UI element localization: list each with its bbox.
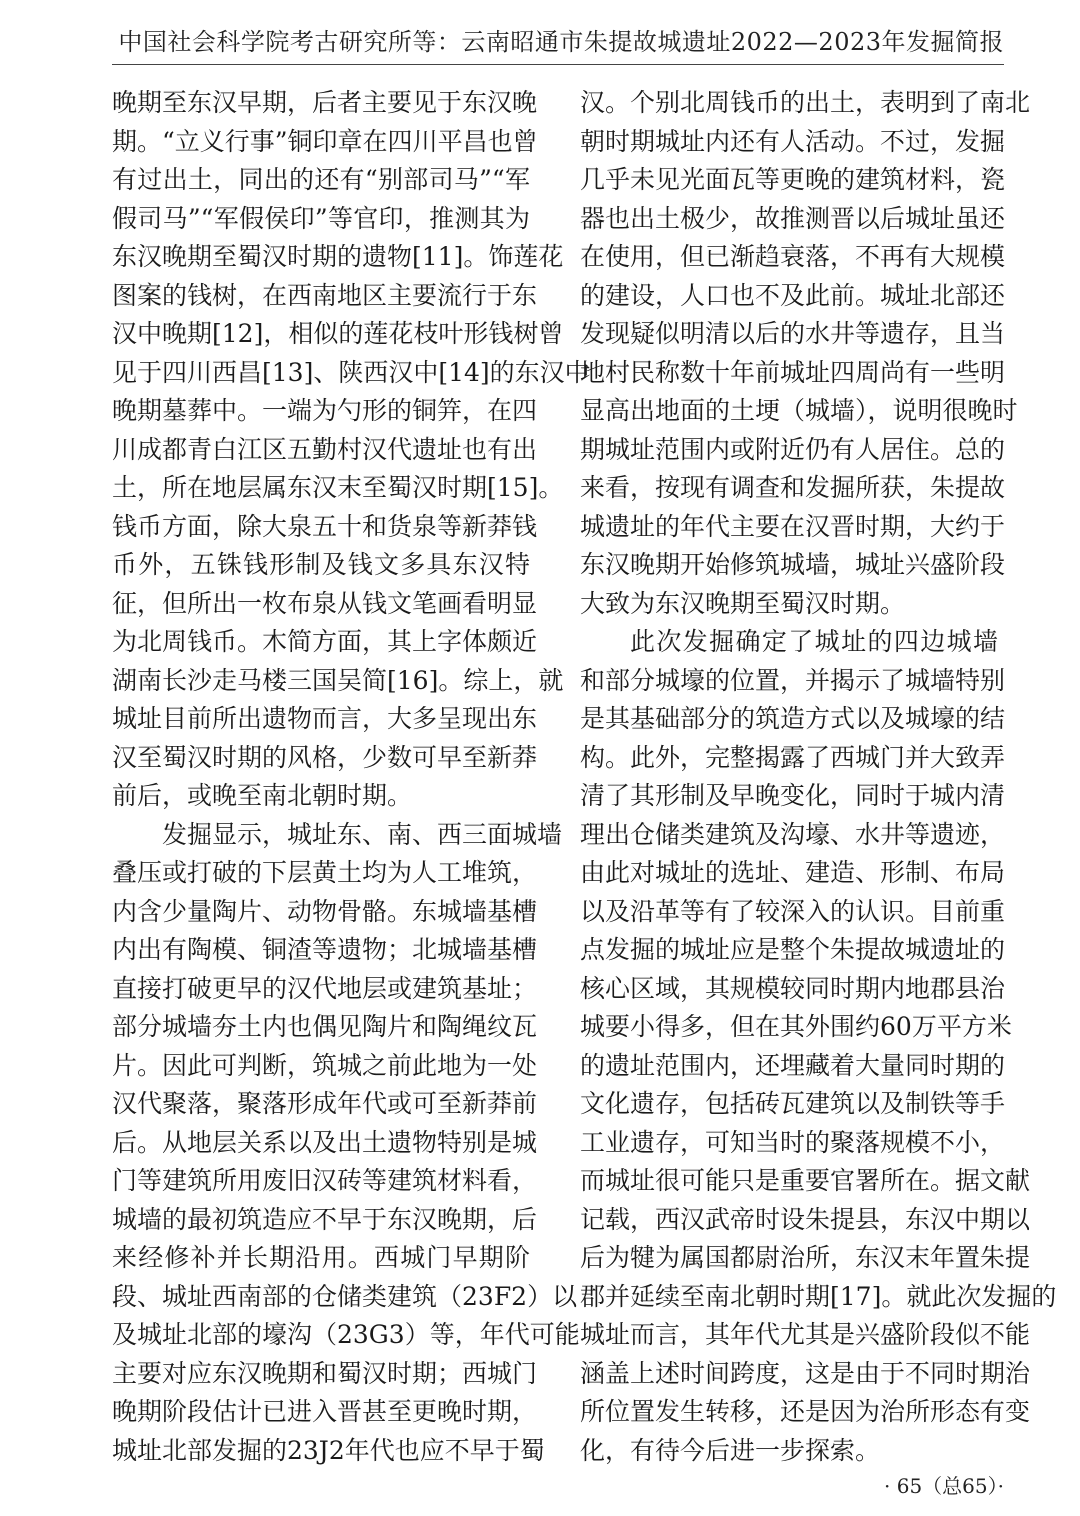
- text-line: 以及沿革等有了较深入的认识。目前重: [580, 896, 1006, 926]
- text-line: 东汉晚期至蜀汉时期的遗物[11]。饰莲花: [112, 242, 564, 271]
- page-number: · 65（总65）·: [884, 1474, 1004, 1498]
- text-line: 在使用，但已渐趋衰落，不再有大规模: [580, 242, 1006, 271]
- text-line: 段、城址西南部的仓储类建筑（23F2）以: [112, 1281, 578, 1311]
- text-line: 后。从地层关系以及出土遗物特别是城: [112, 1127, 538, 1157]
- text-line: 点发掘的城址应是整个朱提故城遗址的: [580, 935, 1006, 964]
- text-line: 有过出土，同出的还有“别部司马”“军: [112, 165, 530, 194]
- text-line: 川成都青白江区五勤村汉代遗址也有出: [112, 434, 538, 464]
- text-line: 记载，西汉武帝时设朱提县，东汉中期以: [580, 1204, 1031, 1234]
- text-line: 征，但所出一枚布泉从钱文笔画看明显: [112, 588, 538, 618]
- text-line: 而城址很可能只是重要官署所在。据文献: [580, 1166, 1031, 1195]
- text-line: 土，所在地层属东汉末至蜀汉时期[15]。: [112, 473, 564, 502]
- text-line: 文化遗存，包括砖瓦建筑以及制铁等手: [580, 1089, 1006, 1118]
- text-line: 地村民称数十年前城址四周尚有一些明: [580, 357, 1006, 387]
- text-line: 的建设，人口也不及此前。城址北部还: [580, 280, 1006, 310]
- text-line: 汉代聚落，聚落形成年代或可至新莽前: [112, 1089, 538, 1118]
- text-line: 图案的钱树，在西南地区主要流行于东: [112, 280, 538, 310]
- text-line: 晚期阶段估计已进入晋甚至更晚时期，: [112, 1397, 538, 1426]
- text-line: 郡并延续至南北朝时期[17]。就此次发掘的: [580, 1281, 1057, 1311]
- text-line: 东汉晚期开始修筑城墙，城址兴盛阶段: [580, 550, 1006, 579]
- text-line: 城遗址的年代主要在汉晋时期，大约于: [580, 511, 1006, 541]
- text-line: 及城址北部的壕沟（23G3）等，年代可能: [112, 1320, 580, 1349]
- text-line: 几乎未见光面瓦等更晚的建筑材料，瓷: [580, 165, 1006, 194]
- text-line: 城址北部发掘的23J2年代也应不早于蜀: [112, 1435, 545, 1465]
- text-line: 汉至蜀汉时期的风格，少数可早至新莽: [112, 742, 538, 772]
- text-line: 内出有陶模、铜渣等遗物；北城墙基槽: [112, 935, 538, 964]
- text-line: 假司马”“军假侯印”等官印，推测其为: [112, 203, 530, 233]
- text-line: 大致为东汉晚期至蜀汉时期。: [580, 588, 906, 618]
- running-header: 中国社会科学院考古研究所等：云南昭通市朱提故城遗址2022—2023年发掘简报: [118, 28, 1004, 56]
- text-line: 城址目前所出遗物而言，大多呈现出东: [112, 704, 538, 733]
- text-line: 后为犍为属国都尉治所，东汉末年置朱提: [580, 1243, 1031, 1272]
- text-line: 汉。个别北周钱币的出土，表明到了南北: [580, 88, 1031, 117]
- text-line: 城墙的最初筑造应不早于东汉晚期，后: [112, 1204, 538, 1234]
- header-rule: [112, 64, 1004, 65]
- text-line: 清了其形制及早晚变化，同时于城内清: [580, 781, 1006, 810]
- left-text-column: [112, 84, 590, 1470]
- text-line: 直接打破更早的汉代地层或建筑基址；: [112, 973, 538, 1003]
- text-line: 是其基础部分的筑造方式以及城壕的结: [580, 704, 1006, 733]
- text-line: 币外，五铢钱形制及钱文多具东汉特: [112, 550, 530, 579]
- text-line: 显高出地面的土埂（城墙），说明很晚时: [580, 396, 1018, 425]
- right-text-column: [580, 84, 1057, 1470]
- text-line: 涵盖上述时间跨度，这是由于不同时期治: [580, 1358, 1031, 1388]
- text-line: 所位置发生转移，还是因为治所形态有变: [580, 1397, 1031, 1426]
- text-line: 期城址范围内或附近仍有人居住。总的: [580, 434, 1006, 464]
- text-line: 的遗址范围内，还埋藏着大量同时期的: [580, 1050, 1006, 1080]
- text-line: 发掘显示，城址东、南、西三面城墙: [162, 819, 563, 849]
- text-line: 由此对城址的选址、建造、形制、布局: [580, 858, 1006, 887]
- text-line: 主要对应东汉晚期和蜀汉时期；西城门: [112, 1358, 538, 1388]
- text-line: 晚期至东汉早期，后者主要见于东汉晚: [112, 88, 538, 117]
- text-line: 片。因此可判断，筑城之前此地为一处: [112, 1050, 538, 1080]
- text-line: 部分城墙夯土内也偶见陶片和陶绳纹瓦: [112, 1012, 538, 1041]
- text-line: 此次发掘确定了城址的四边城墙: [630, 627, 998, 656]
- text-line: 期。“立义行事”铜印章在四川平昌也曾: [112, 126, 538, 156]
- text-line: 湖南长沙走马楼三国吴简[16]。综上，就: [112, 665, 564, 695]
- text-line: 为北周钱币。木简方面，其上字体颇近: [112, 627, 538, 656]
- text-line: 和部分城壕的位置，并揭示了城墙特别: [580, 665, 1006, 695]
- text-line: 门等建筑所用废旧汉砖等建筑材料看，: [112, 1166, 538, 1195]
- text-line: 叠压或打破的下层黄土均为人工堆筑，: [112, 858, 538, 887]
- text-line: 工业遗存，可知当时的聚落规模不小，: [580, 1127, 1006, 1157]
- text-line: 来看，按现有调查和发掘所获，朱提故: [580, 473, 1006, 502]
- text-line: 核心区域，其规模较同时期内地郡县治: [580, 973, 1006, 1003]
- text-line: 朝时期城址内还有人活动。不过，发掘: [580, 126, 1006, 156]
- text-line: 钱币方面，除大泉五十和货泉等新莽钱: [112, 511, 538, 541]
- text-line: 构。此外，完整揭露了西城门并大致弄: [580, 742, 1006, 772]
- text-line: 器也出土极少，故推测晋以后城址虽还: [580, 203, 1006, 233]
- text-line: 理出仓储类建筑及沟壕、水井等遗迹，: [580, 819, 1006, 849]
- text-line: 城址而言，其年代尤其是兴盛阶段似不能: [580, 1320, 1031, 1349]
- text-line: 化，有待今后进一步探索。: [580, 1435, 881, 1465]
- text-line: 前后，或晚至南北朝时期。: [112, 781, 413, 810]
- text-line: 晚期墓葬中。一端为勺形的铜笄，在四: [112, 396, 538, 425]
- text-line: 发现疑似明清以后的水井等遗存，且当: [580, 319, 1006, 348]
- text-line: 见于四川西昌[13]、陕西汉中[14]的东汉中: [112, 357, 590, 387]
- text-line: 城要小得多，但在其外围约60万平方米: [580, 1012, 1012, 1041]
- text-line: 内含少量陶片、动物骨骼。东城墙基槽: [112, 896, 538, 926]
- text-line: 来经修补并长期沿用。西城门早期阶: [112, 1243, 530, 1272]
- text-line: 汉中晚期[12]，相似的莲花枝叶形钱树曾: [112, 319, 564, 348]
